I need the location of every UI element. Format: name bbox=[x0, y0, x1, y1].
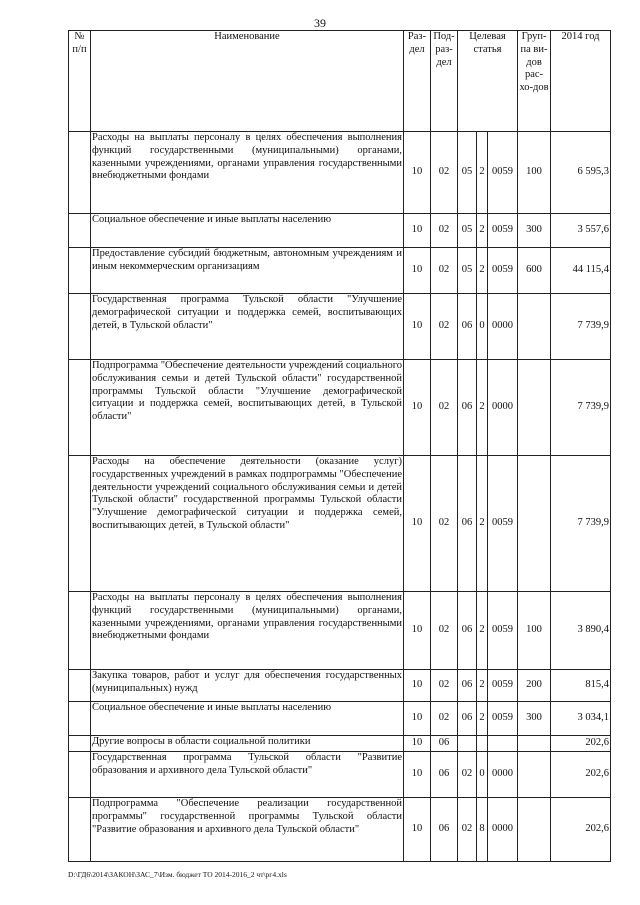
row-name: Государственная программа Тульской области "Развитие образования и архивного дела Тульской области" bbox=[91, 752, 404, 798]
row-amount: 6 595,3 bbox=[551, 132, 611, 214]
row-razdel: 10 bbox=[404, 702, 431, 736]
row-target-subprogram: 2 bbox=[477, 592, 488, 670]
row-podrazdel: 02 bbox=[431, 214, 458, 248]
row-target-program: 06 bbox=[458, 702, 477, 736]
table-row bbox=[69, 456, 611, 592]
row-target-program bbox=[458, 736, 477, 752]
row-razdel: 10 bbox=[404, 294, 431, 360]
row-target-program: 02 bbox=[458, 752, 477, 798]
row-target-program: 02 bbox=[458, 798, 477, 862]
row-number-cell bbox=[69, 798, 91, 862]
row-amount: 202,6 bbox=[551, 798, 611, 862]
row-podrazdel: 06 bbox=[431, 736, 458, 752]
row-target-subprogram: 2 bbox=[477, 132, 488, 214]
row-target-direction: 0059 bbox=[488, 670, 518, 702]
row-target-program: 05 bbox=[458, 248, 477, 294]
row-number-cell bbox=[69, 214, 91, 248]
row-expense-group: 100 bbox=[518, 592, 551, 670]
table-row bbox=[69, 752, 611, 798]
row-razdel: 10 bbox=[404, 670, 431, 702]
row-expense-group bbox=[518, 360, 551, 456]
row-target-direction: 0000 bbox=[488, 798, 518, 862]
row-number-cell bbox=[69, 294, 91, 360]
row-podrazdel: 02 bbox=[431, 670, 458, 702]
row-target-direction: 0059 bbox=[488, 702, 518, 736]
row-amount: 3 557,6 bbox=[551, 214, 611, 248]
row-target-subprogram: 2 bbox=[477, 702, 488, 736]
row-name: Государственная программа Тульской области "Улучшение демографической ситуации и поддержка семей, воспитывающих детей, в Тульской области" bbox=[91, 294, 404, 360]
file-path-footer: D:\ГД6\2014\ЗАКОН\ЗАС_7\Изм. бюджет ТО 2014-2016_2 чт\рг4.xls bbox=[68, 870, 287, 879]
row-target-subprogram: 0 bbox=[477, 294, 488, 360]
row-expense-group bbox=[518, 752, 551, 798]
row-number-cell bbox=[69, 456, 91, 592]
row-target-subprogram bbox=[477, 736, 488, 752]
row-target-subprogram: 2 bbox=[477, 248, 488, 294]
row-target-program: 06 bbox=[458, 670, 477, 702]
page-number: 39 bbox=[314, 16, 326, 30]
table-row bbox=[69, 798, 611, 862]
row-podrazdel: 02 bbox=[431, 294, 458, 360]
row-amount: 7 739,9 bbox=[551, 360, 611, 456]
row-name: Закупка товаров, работ и услуг для обеспечения государственных (муниципальных) нужд bbox=[91, 670, 404, 702]
header-expense-group: Груп-па ви-дов рас-хо-дов bbox=[518, 31, 551, 132]
row-expense-group: 200 bbox=[518, 670, 551, 702]
table-row bbox=[69, 702, 611, 736]
row-podrazdel: 02 bbox=[431, 360, 458, 456]
row-target-subprogram: 2 bbox=[477, 456, 488, 592]
budget-table bbox=[68, 30, 611, 862]
row-name: Расходы на выплаты персоналу в целях обеспечения выполнения функций государственными (муниципальными) органами, казенными учреждениями, органами управления государственными внебюджетными фондами bbox=[91, 132, 404, 214]
row-expense-group bbox=[518, 736, 551, 752]
row-razdel: 10 bbox=[404, 752, 431, 798]
row-razdel: 10 bbox=[404, 214, 431, 248]
row-name: Социальное обеспечение и иные выплаты населению bbox=[91, 702, 404, 736]
row-target-direction: 0059 bbox=[488, 456, 518, 592]
header-podrazdel: Под-раз-дел bbox=[431, 31, 458, 132]
row-number-cell bbox=[69, 592, 91, 670]
row-expense-group: 300 bbox=[518, 702, 551, 736]
row-podrazdel: 06 bbox=[431, 752, 458, 798]
row-name: Расходы на обеспечение деятельности (оказание услуг) государственных учреждений в рамках подпрограммы "Обеспечение деятельности учреждений социального обслуживания семьи и детей Тульской области" государственной программы Тульской области "Улучшение демографической ситуации и поддержка семей, воспитывающих детей, в Тульской области" bbox=[91, 456, 404, 592]
row-target-direction: 0059 bbox=[488, 248, 518, 294]
row-amount: 202,6 bbox=[551, 752, 611, 798]
row-amount: 815,4 bbox=[551, 670, 611, 702]
row-name: Социальное обеспечение и иные выплаты населению bbox=[91, 214, 404, 248]
row-target-program: 06 bbox=[458, 592, 477, 670]
row-target-program: 06 bbox=[458, 294, 477, 360]
row-target-subprogram: 2 bbox=[477, 670, 488, 702]
header-razdel: Раз-дел bbox=[404, 31, 431, 132]
row-target-direction: 0059 bbox=[488, 214, 518, 248]
row-target-direction bbox=[488, 736, 518, 752]
row-name: Другие вопросы в области социальной политики bbox=[91, 736, 404, 752]
row-razdel: 10 bbox=[404, 456, 431, 592]
row-expense-group bbox=[518, 798, 551, 862]
row-target-direction: 0000 bbox=[488, 752, 518, 798]
row-razdel: 10 bbox=[404, 592, 431, 670]
row-number-cell bbox=[69, 752, 91, 798]
row-podrazdel: 02 bbox=[431, 592, 458, 670]
table-row bbox=[69, 360, 611, 456]
row-amount: 3 034,1 bbox=[551, 702, 611, 736]
row-podrazdel: 02 bbox=[431, 248, 458, 294]
row-target-direction: 0059 bbox=[488, 592, 518, 670]
row-target-program: 06 bbox=[458, 360, 477, 456]
row-expense-group: 100 bbox=[518, 132, 551, 214]
row-podrazdel: 02 bbox=[431, 132, 458, 214]
row-target-program: 05 bbox=[458, 214, 477, 248]
header-target-article: Целевая статья bbox=[458, 31, 518, 132]
row-amount: 44 115,4 bbox=[551, 248, 611, 294]
row-target-direction: 0059 bbox=[488, 132, 518, 214]
table-row bbox=[69, 592, 611, 670]
row-target-program: 06 bbox=[458, 456, 477, 592]
table-row bbox=[69, 670, 611, 702]
row-podrazdel: 02 bbox=[431, 702, 458, 736]
row-number-cell bbox=[69, 132, 91, 214]
row-expense-group: 600 bbox=[518, 248, 551, 294]
row-target-direction: 0000 bbox=[488, 294, 518, 360]
row-number-cell bbox=[69, 248, 91, 294]
row-target-direction: 0000 bbox=[488, 360, 518, 456]
row-target-subprogram: 2 bbox=[477, 360, 488, 456]
row-razdel: 10 bbox=[404, 798, 431, 862]
row-razdel: 10 bbox=[404, 248, 431, 294]
row-name: Расходы на выплаты персоналу в целях обеспечения выполнения функций государственными (муниципальными) органами, казенными учреждениями, органами управления государственными внебюджетными фондами bbox=[91, 592, 404, 670]
row-podrazdel: 06 bbox=[431, 798, 458, 862]
row-amount: 7 739,9 bbox=[551, 456, 611, 592]
table-row bbox=[69, 214, 611, 248]
row-amount: 202,6 bbox=[551, 736, 611, 752]
row-razdel: 10 bbox=[404, 360, 431, 456]
row-name: Подпрограмма "Обеспечение деятельности учреждений социального обслуживания семьи и детей Тульской области" государственной программы Тульской области "Улучшение демографической ситуации и поддержка семей, воспитывающих детей, в Тульской области" bbox=[91, 360, 404, 456]
row-razdel: 10 bbox=[404, 736, 431, 752]
row-amount: 7 739,9 bbox=[551, 294, 611, 360]
row-podrazdel: 02 bbox=[431, 456, 458, 592]
row-number-cell bbox=[69, 360, 91, 456]
row-target-subprogram: 0 bbox=[477, 752, 488, 798]
row-target-subprogram: 8 bbox=[477, 798, 488, 862]
row-target-subprogram: 2 bbox=[477, 214, 488, 248]
row-name: Подпрограмма "Обеспечение реализации государственной программы" государственной программы Тульской области "Развитие образования и архивного дела Тульской области" bbox=[91, 798, 404, 862]
row-target-program: 05 bbox=[458, 132, 477, 214]
table-row bbox=[69, 294, 611, 360]
table-row bbox=[69, 132, 611, 214]
row-expense-group bbox=[518, 294, 551, 360]
row-number-cell bbox=[69, 702, 91, 736]
row-number-cell bbox=[69, 670, 91, 702]
row-name: Предоставление субсидий бюджетным, автономным учреждениям и иным некоммерческим организациям bbox=[91, 248, 404, 294]
header-num: № п/п bbox=[69, 31, 91, 132]
header-name: Наименование bbox=[91, 31, 404, 132]
row-razdel: 10 bbox=[404, 132, 431, 214]
row-number-cell bbox=[69, 736, 91, 752]
header-year: 2014 год bbox=[551, 31, 611, 132]
table-row bbox=[69, 248, 611, 294]
row-expense-group bbox=[518, 456, 551, 592]
table-header-row bbox=[69, 31, 611, 132]
row-expense-group: 300 bbox=[518, 214, 551, 248]
row-amount: 3 890,4 bbox=[551, 592, 611, 670]
table-row bbox=[69, 736, 611, 752]
